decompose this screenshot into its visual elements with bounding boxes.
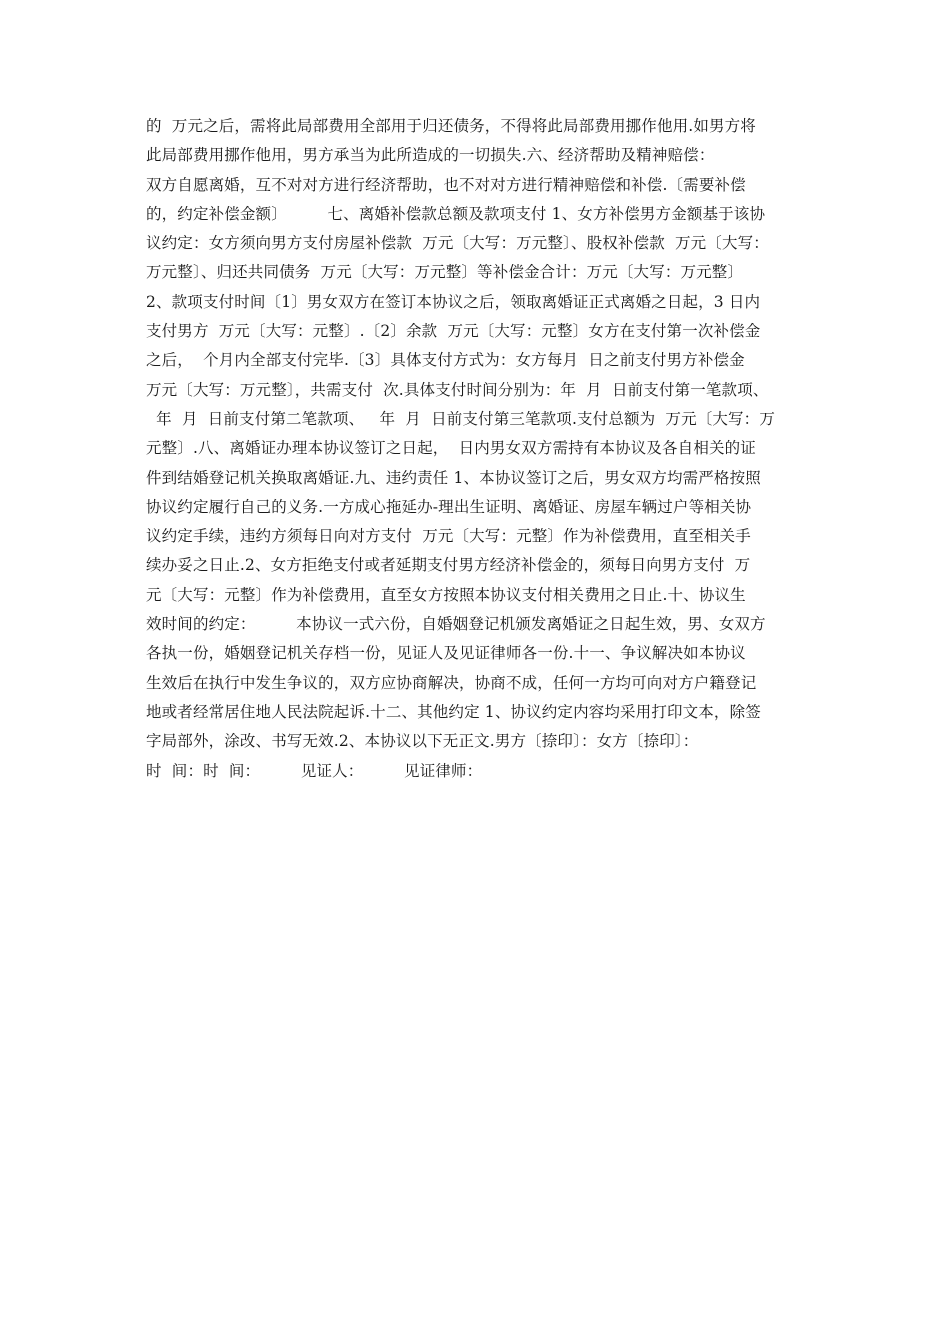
text-line: 年 月 日前支付第二笔款项、 年 月 日前支付第三笔款项.支付总额为 万元〔大写：万 <box>146 409 775 428</box>
text-line: 件到结婚登记机关换取离婚证.九、违约责任 1、本协议签订之后，男女双方均需严格按照 <box>146 468 761 487</box>
signature-line: 时 间：时 间： 见证人： 见证律师： <box>146 761 483 780</box>
text-line: 各执一份，婚姻登记机关存档一份，见证人及见证律师各一份.十一、争议解决如本协议 <box>146 644 746 663</box>
text-line: 双方自愿离婚，互不对对方进行经济帮助，也不对对方进行精神赔偿和补偿.〔需要补偿 <box>146 175 746 194</box>
text-line: 议约定：女方须向男方支付房屋补偿款 万元〔大写：万元整〕、股权补偿款 万元〔大写： <box>146 234 769 253</box>
text-line: 2、款项支付时间〔1〕男女双方在签订本协议之后，领取离婚证正式离婚之日起，3 日内 <box>146 292 761 311</box>
text-line: 万元〔大写：万元整〕，共需支付 次.具体支付时间分别为：年 月 日前支付第一笔款项、 <box>146 380 769 399</box>
text-line: 字局部外，涂改、书写无效.2、本协议以下无正文.男方〔捺印〕：女方〔捺印〕： <box>146 732 699 751</box>
text-line: 此局部费用挪作他用，男方承当为此所造成的一切损失.六、经济帮助及精神赔偿： <box>146 146 715 165</box>
text-line: 万元整〕、归还共同债务 万元〔大写：万元整〕等补偿金合计：万元〔大写：万元整〕 <box>146 263 744 282</box>
text-line: 生效后在执行中发生争议的，双方应协商解决，协商不成，任何一方均可向对方户籍登记 <box>146 673 757 692</box>
text-line: 之后， 个月内全部支付完毕.〔3〕具体支付方式为：女方每月 日之前支付男方补偿金 <box>146 351 745 370</box>
agreement-text-block <box>146 112 816 786</box>
text-line: 的，约定补偿金额〕 七、离婚补偿款总额及款项支付 1、女方补偿男方金额基于该协 <box>146 204 766 223</box>
text-line: 元〔大写：元整〕作为补偿费用，直至女方按照本协议支付相关费用之日止.十、协议生 <box>146 585 746 604</box>
text-line: 议约定手续，违约方须每日向对方支付 万元〔大写：元整〕作为补偿费用，直至相关手 <box>146 527 751 546</box>
text-line: 协议约定履行自己的义务.一方成心拖延办-理出生证明、离婚证、房屋车辆过户等相关协 <box>146 497 752 516</box>
text-line: 续办妥之日止.2、女方拒绝支付或者延期支付男方经济补偿金的，须每日向男方支付 万 <box>146 556 751 575</box>
text-line: 支付男方 万元〔大写：元整〕.〔2〕余款 万元〔大写：元整〕女方在支付第一次补偿金 <box>146 322 761 341</box>
text-line: 地或者经常居住地人民法院起诉.十二、其他约定 1、协议约定内容均采用打印文本，除签 <box>146 702 761 721</box>
text-line: 效时间的约定： 本协议一式六份，自婚姻登记机颁发离婚证之日起生效，男、女双方 <box>146 615 766 634</box>
text-line: 的 万元之后，需将此局部费用全部用于归还债务，不得将此局部费用挪作他用.如男方将 <box>146 117 756 135</box>
text-line: 元整〕.八、离婚证办理本协议签订之日起， 日内男女双方需持有本协议及各自相关的证 <box>146 439 756 458</box>
